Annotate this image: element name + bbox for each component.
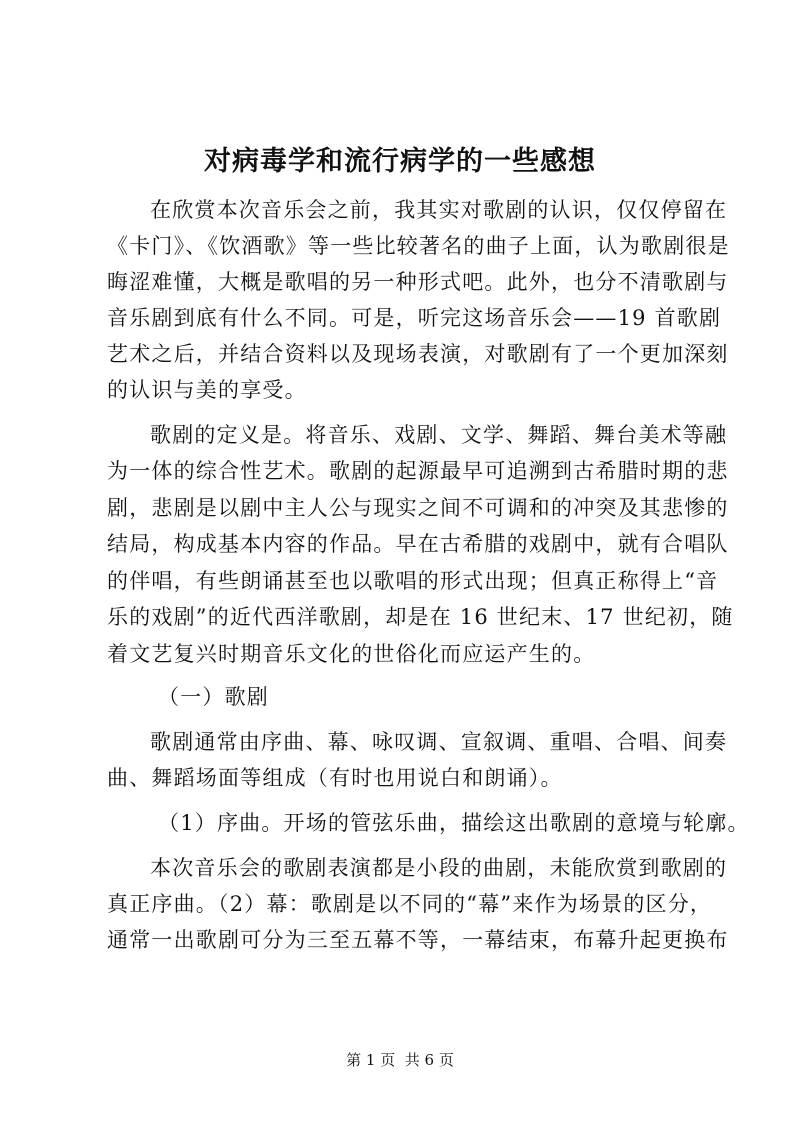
- text-line: 晦涩难懂，大概是歌唱的另一种形式吧。此外，也分不清歌剧与: [107, 270, 729, 294]
- text-line: 通常一出歌剧可分为三至五幕不等，一幕结束，布幕升起更换布: [107, 928, 729, 952]
- text-line: 剧，悲剧是以剧中主人公与现实之间不可调和的冲突及其悲惨的: [107, 496, 729, 520]
- text-line: 歌剧的定义是。将音乐、戏剧、文学、舞蹈、舞台美术等融: [150, 423, 728, 447]
- text-line: 的伴唱，有些朗诵甚至也以歌唱的形式出现；但真正称得上“音: [107, 569, 719, 593]
- text-line: （1）序曲。开场的管弦乐曲，描绘这出歌剧的意境与轮廓。: [158, 811, 750, 835]
- text-line: 歌剧通常由序曲、幕、咏叹调、宣叙调、重唱、合唱、间奏: [150, 730, 728, 754]
- text-line: 《卡门》、《饮酒歌》等一些比较著名的曲子上面，认为歌剧很是: [107, 234, 730, 258]
- text-line: 乐的戏剧”的近代西洋歌剧，却是在 16 世纪末、17 世纪初，随: [107, 605, 734, 629]
- text-line: 在欣赏本次音乐会之前，我其实对歌剧的认识，仅仅停留在: [150, 198, 728, 222]
- section-heading: （一）歌剧: [158, 685, 269, 709]
- text-line: 音乐剧到底有什么不同。可是，听完这场音乐会——19 首歌剧: [107, 306, 722, 330]
- text-line: 真正序曲。（2）幕：歌剧是以不同的“幕”来作为场景的区分，: [107, 892, 713, 916]
- text-line: 本次音乐会的歌剧表演都是小段的曲剧，未能欣赏到歌剧的: [150, 856, 728, 880]
- page-footer: 第 1 页 共 6 页: [346, 1051, 454, 1069]
- text-line: 结局，构成基本内容的作品。早在古希腊的戏剧中，就有合唱队: [107, 532, 729, 556]
- text-line: 艺术之后，并结合资料以及现场表演，对歌剧有了一个更加深刻: [107, 342, 729, 366]
- text-line: 着文艺复兴时期音乐文化的世俗化而应运产生的。: [107, 642, 596, 666]
- text-line: 曲、舞蹈场面等组成（有时也用说白和朗诵）。: [107, 766, 563, 790]
- document-title: 对病毒学和流行病学的一些感想: [204, 146, 596, 177]
- text-line: 为一体的综合性艺术。歌剧的起源最早可追溯到古希腊时期的悲: [107, 459, 729, 483]
- text-line: 的认识与美的享受。: [107, 378, 307, 402]
